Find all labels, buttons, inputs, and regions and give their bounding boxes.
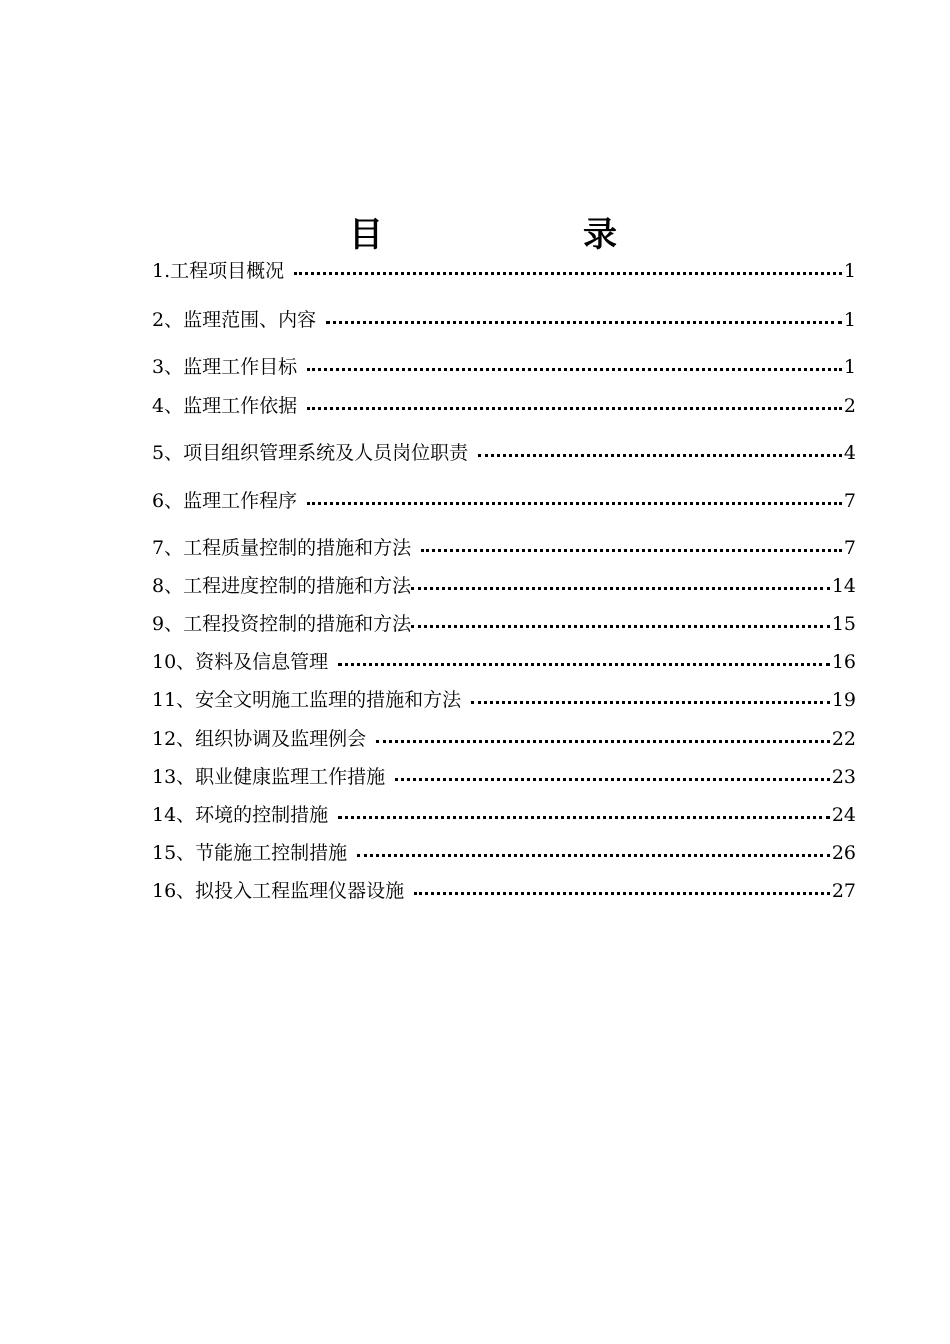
toc-entry-label: 4、监理工作依据 [152,395,298,417]
toc-entry-page: 16 [831,651,856,673]
toc-entry-label: 6、监理工作程序 [152,490,298,512]
toc-entry-page: 23 [831,766,856,788]
toc-leader-dots [395,778,830,781]
toc-leader-dots [294,272,842,275]
toc-leader-dots [357,854,830,857]
toc-leader-dots [411,625,830,628]
toc-entry[interactable] [152,258,856,284]
toc-entry[interactable] [152,764,856,790]
toc-entry-label: 12、组织协调及监理例会 [152,728,367,750]
toc-entry[interactable] [152,440,856,466]
toc-entry-page: 22 [831,728,856,750]
toc-entry-label: 15、节能施工控制措施 [152,842,348,864]
toc-entry[interactable] [152,649,856,675]
toc-leader-dots [338,663,830,666]
toc-entry-label: 7、工程质量控制的措施和方法 [152,537,412,559]
toc-leader-dots [307,368,842,371]
toc-entry-page: 1 [843,260,856,282]
toc-entry-page: 2 [843,395,856,417]
toc-entry[interactable] [152,307,856,333]
toc-entry-label: 13、职业健康监理工作措施 [152,766,386,788]
toc-leader-dots [326,321,842,324]
toc-entry-label: 8、工程进度控制的措施和方法 [152,575,412,597]
toc-entry[interactable] [152,878,856,904]
toc-entry-page: 27 [831,880,856,902]
toc-leader-dots [376,740,830,743]
toc-entry[interactable] [152,354,856,380]
toc-entry-label: 14、环境的控制措施 [152,804,329,826]
toc-entry-label: 9、工程投资控制的措施和方法 [152,613,412,635]
toc-entry[interactable] [152,687,856,713]
toc-entry-page: 24 [831,804,856,826]
toc-entry-label: 11、安全文明施工监理的措施和方法 [152,689,462,711]
toc-leader-dots [307,502,842,505]
toc-entry-page: 7 [843,537,856,559]
toc-entry-page: 7 [843,490,856,512]
toc-entry-label: 16、拟投入工程监理仪器设施 [152,880,405,902]
toc-leader-dots [307,407,842,410]
toc-entry-label: 1.工程项目概况 [152,260,285,282]
toc-entry-page: 4 [843,442,856,464]
toc-entry-page: 15 [831,613,856,635]
toc-entry[interactable] [152,726,856,752]
toc-entry[interactable] [152,488,856,514]
toc-leader-dots [338,816,830,819]
toc-leader-dots [421,549,842,552]
toc-entry[interactable] [152,535,856,561]
toc-leader-dots [471,701,830,704]
toc-entry[interactable] [152,802,856,828]
toc-entry-page: 26 [831,842,856,864]
toc-entry-page: 19 [831,689,856,711]
toc-leader-dots [411,587,830,590]
toc-leader-dots [414,892,830,895]
toc-entry-label: 10、资料及信息管理 [152,651,329,673]
toc-entry-label: 5、项目组织管理系统及人员岗位职责 [152,442,469,464]
toc-entry[interactable] [152,573,856,599]
toc-entry-label: 3、监理工作目标 [152,356,298,378]
toc-entry-page: 14 [831,575,856,597]
toc-entry[interactable] [152,393,856,419]
toc-entry[interactable] [152,611,856,637]
toc-entry-page: 1 [843,309,856,331]
toc-entry-label: 2、监理范围、内容 [152,309,317,331]
toc-entry-page: 1 [843,356,856,378]
toc-entry[interactable] [152,840,856,866]
toc-leader-dots [478,454,842,457]
toc-title: 目 录 [349,215,661,255]
toc-list [152,0,856,1344]
